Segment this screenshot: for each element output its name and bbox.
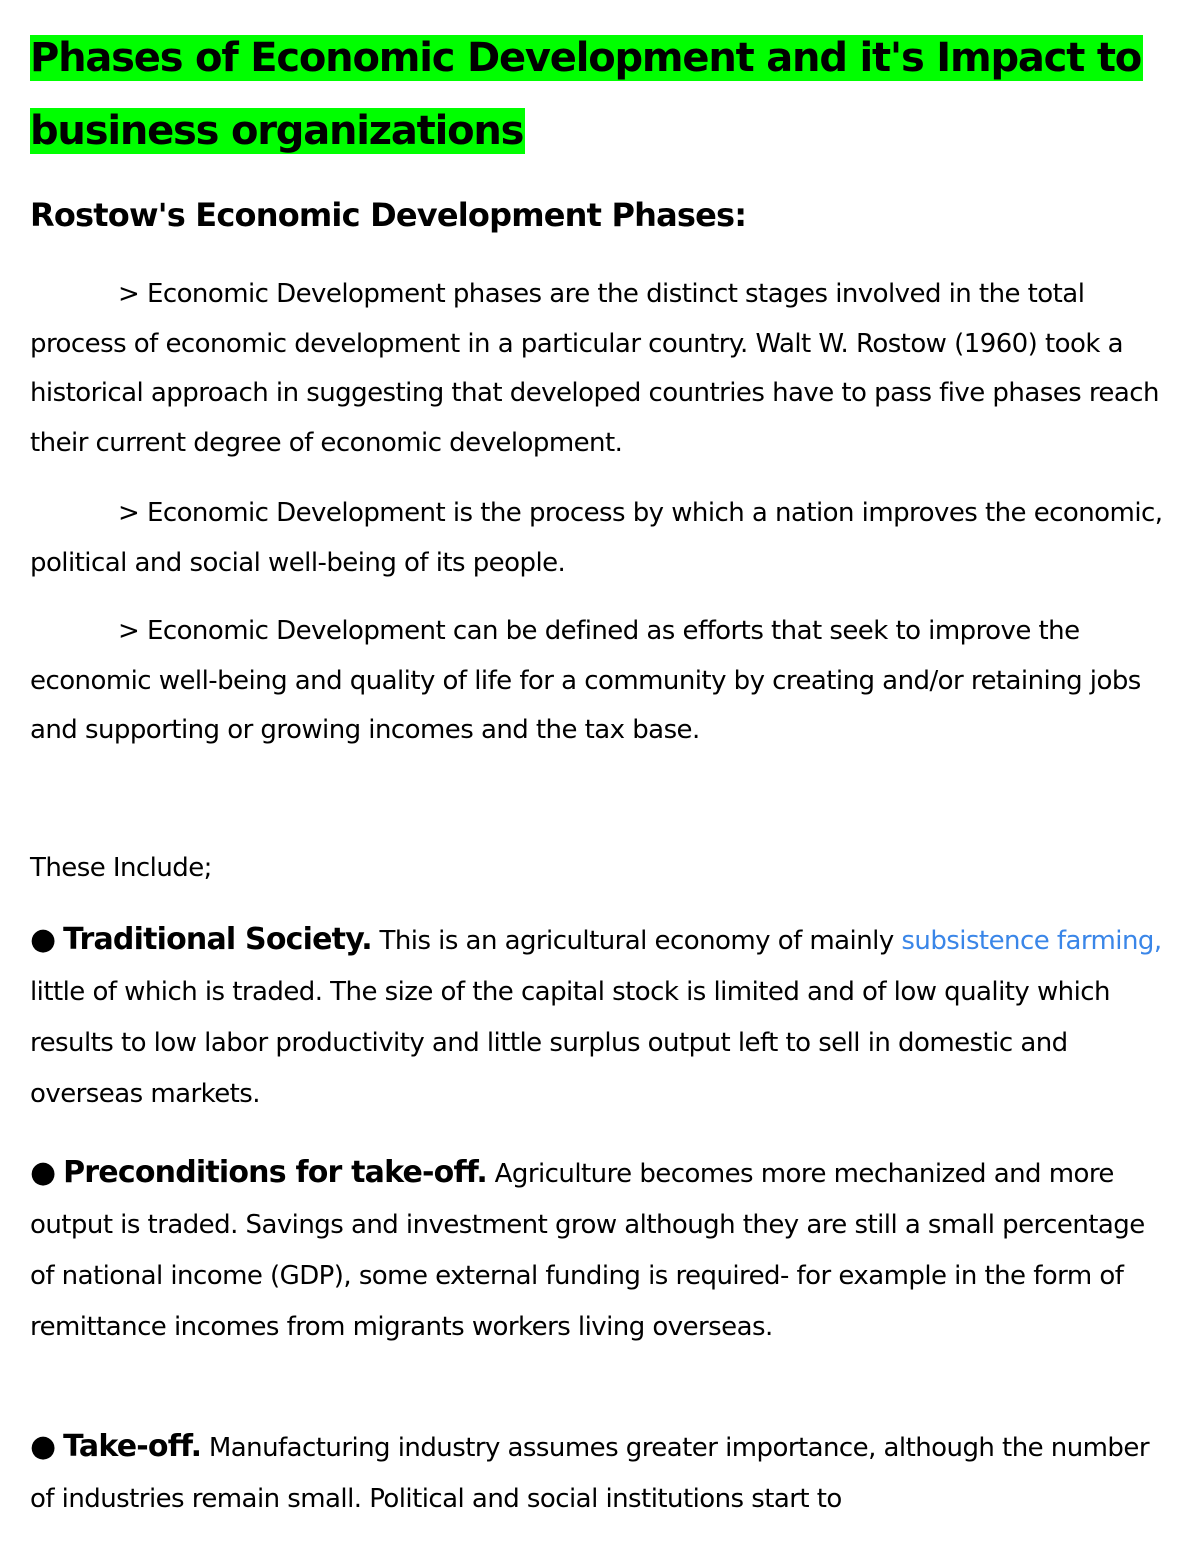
list-item-text: This is an agricultural economy of mainly xyxy=(371,926,902,956)
paragraph-phases-definition xyxy=(30,270,1170,468)
paragraph-text: > Economic Development can be defined as efforts that seek to improve the economic well-being and quality of life for a community by creating and/or retaining jobs and supporting or growing incomes and the tax base. xyxy=(30,616,1141,745)
section-heading: Rostow's Economic Development Phases: xyxy=(30,196,747,234)
list-item-heading: Preconditions for take-off. xyxy=(63,1155,487,1190)
paragraph-development-process xyxy=(30,489,1170,588)
paragraph-development-efforts xyxy=(30,607,1170,756)
bullet-icon: ● xyxy=(30,922,56,957)
list-item-heading: Take-off. xyxy=(63,1429,202,1464)
list-item-text: Manufacturing industry assumes greater importance, although the number of industries remain small. Political and social institutions start to xyxy=(30,1433,1149,1514)
paragraph-text: > Economic Development phases are the distinct stages involved in the total process of economic development in a particular country. Walt W. Rostow (1960) took a historical approach in suggesting that developed countries have to pass five phases reach their current degree of economic development. xyxy=(30,279,1159,458)
list-item-traditional-society xyxy=(30,914,1170,1120)
paragraph-text: > Economic Development is the process by which a nation improves the economic, political and social well-being of its people. xyxy=(30,498,1163,578)
list-item-take-off xyxy=(30,1421,1170,1525)
list-item-preconditions xyxy=(30,1147,1170,1353)
list-item-text: Agriculture becomes more mechanized and more output is traded. Savings and investment grow although they are still a small percentage of national income (GDP), some external funding is required- for example in the form of remittance incomes from migrants workers living overseas. xyxy=(30,1159,1145,1342)
bullet-icon: ● xyxy=(30,1429,56,1464)
bullet-icon: ● xyxy=(30,1155,56,1190)
list-intro: These Include; xyxy=(30,853,212,883)
title-highlight: Phases of Economic Development and it's Impact to business organizations xyxy=(30,35,1142,154)
list-item-text: little of which is traded. The size of the capital stock is limited and of low quality which results to low labor productivity and little surplus output left to sell in domestic and overseas markets. xyxy=(30,977,1110,1109)
list-item-heading: Traditional Society. xyxy=(63,922,372,957)
subsistence-farming-link[interactable]: subsistence farming, xyxy=(901,926,1162,956)
document-title xyxy=(30,22,1170,168)
